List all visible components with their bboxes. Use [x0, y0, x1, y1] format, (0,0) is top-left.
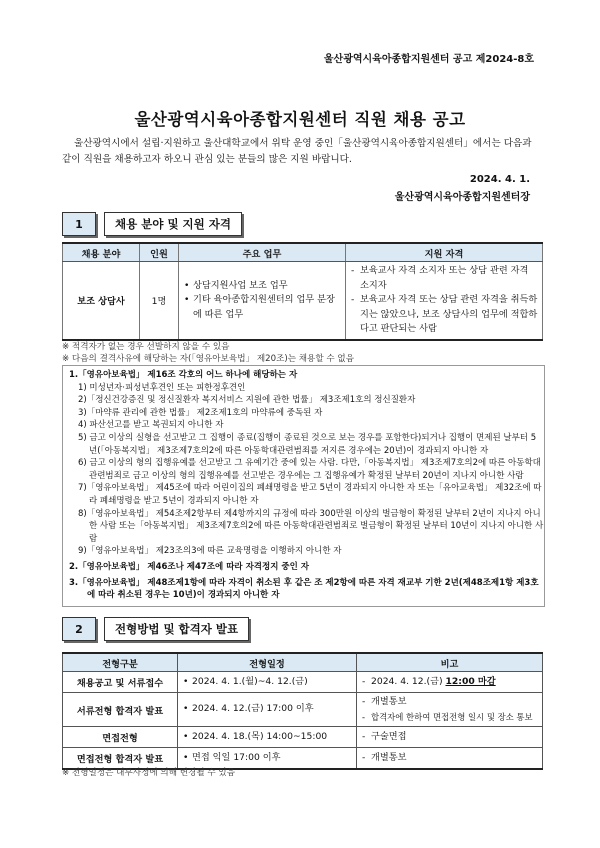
note-disqualification: ※ 다음의 결격사유에 해당하는 자(「영유아보육법」 제20조)는 채용할 수 없음 [62, 354, 355, 364]
schedule-row [63, 693, 543, 727]
section1-title: 채용 분야 및 지원 자격 [104, 212, 242, 236]
disq-subitem: 2)「정신건강증진 및 정신질환자 복지서비스 지원에 관한 법률」 제3조제1호의 정신질환자 [78, 395, 416, 406]
disq-subitem: 6) 금고 이상의 형의 집행유예를 선고받고 그 유예기간 중에 있는 사람. 다만,「아동복지법」 제3조제7호의2에 따른 아동학대관련범죄로 금고 이상의 형의 집행유예를 선고받은 경우에는 그 집행유예가 확정된 날부터 20년이 지나지 아니한 사람 [78, 458, 541, 481]
schedule-cell [178, 672, 357, 693]
remark-item: - 구술면접 [361, 730, 541, 745]
stage-cell: 채용공고 및 서류접수 [63, 672, 178, 693]
stage-cell: 면접전형 합격자 발표 [63, 748, 178, 770]
disq-subitem: 5) 금고 이상의 실형을 선고받고 그 집행이 종료(집행이 종료된 것으로 보는 경우를 포함한다)되거나 집행이 면제된 날부터 5년(「아동복지법」 제3조제7호의2에 따른 아동학대관련범죄를 저지른 경우에는 20년)이 경과되지 아니한 자 [78, 432, 537, 456]
intro-text: 울산광역시에서 설립·지원하고 울산대학교에서 위탁 운영 중인「울산광역시육아종합지원센터」에서는 다음과 같이 직원을 채용하고자 하오니 관심 있는 분들의 많은 지원 바랍니다. [62, 138, 532, 165]
qualifications-list [350, 264, 538, 337]
schedule-cell [178, 727, 357, 748]
disq-item2: 2.「영유아보육법」 제46조나 제47조에 따라 자격정지 중인 자 [69, 561, 309, 572]
qualifications-cell [346, 262, 543, 340]
disq-subitem: 4) 파산선고를 받고 복권되지 아니한 자 [78, 420, 224, 431]
schedule-text: • 면접 익일 17:00 이후 [182, 751, 355, 766]
remark-date: 2024. 4. 12.(금) [371, 675, 446, 687]
stage-cell: 서류전형 합격자 발표 [63, 693, 178, 727]
disqualification-box [62, 365, 545, 607]
remark-item [361, 675, 541, 690]
headcount-cell: 1명 [140, 262, 179, 340]
col-duties: 주요 업무 [179, 243, 346, 262]
stage-cell: 면접전형 [63, 727, 178, 748]
schedule-text: • 2024. 4. 12.(금) 17:00 이후 [182, 702, 355, 717]
disq-subitem: 1) 미성년자·피성년후견인 또는 피한정후견인 [78, 382, 246, 393]
col-schedule: 전형일정 [178, 653, 357, 672]
organization-name: 울산광역시육아종합지원센터장 [394, 192, 530, 203]
schedule-table [62, 652, 543, 770]
field-cell: 보조 상담사 [63, 262, 140, 340]
duties-list [183, 279, 341, 323]
section2-number: 2 [62, 617, 96, 641]
note-no-candidate: ※ 적격자가 없는 경우 선발하지 않을 수 있음 [62, 342, 230, 352]
disq-subitem: 3)「마약류 관리에 관한 법률」 제2조제1호의 마약류에 중독된 자 [78, 407, 323, 418]
section1-number: 1 [62, 212, 96, 236]
col-qualifications: 지원 자격 [346, 243, 543, 262]
remarks-cell [357, 672, 543, 693]
col-field: 채용 분야 [63, 243, 140, 262]
note-schedule-change: ※ 전형일정은 내부사정에 의해 변경될 수 있음 [62, 768, 236, 778]
page-title: 울산광역시육아종합지원센터 직원 채용 공고 [134, 110, 466, 129]
col-stage: 전형구분 [63, 653, 178, 672]
disq-item3: 3.「영유아보육법」 제48조제1항에 따라 자격이 취소된 후 같은 조 제2항에 따른 자격 재교부 기한 2년(제48조제1항 제3호에 따라 취소된 경우는 10년)이 경과되지 아니한 자 [69, 577, 539, 601]
intro-paragraph [62, 136, 542, 168]
remarks-cell [357, 693, 543, 727]
notice-date: 2024. 4. 1. [469, 174, 530, 185]
col-headcount: 인원 [140, 243, 179, 262]
duty-item: • 상담지원사업 보조 업무 [183, 279, 341, 294]
remark-item: - 합격자에 한하여 면접전형 일시 및 장소 통보 [361, 710, 541, 725]
col-remarks: 비고 [357, 653, 543, 672]
notice-number: 울산광역시육아종합지원센터 공고 제2024-8호 [323, 54, 534, 65]
recruitment-table [62, 242, 543, 341]
remark-item: - 개별통보 [361, 695, 541, 710]
disq-subitem: 8)「영유아보육법」 제54조제2항부터 제4항까지의 규정에 따라 300만원 이상의 벌금형이 확정된 날부터 2년이 지나지 아니한 사람 또는「아동복지법」 제3조제7호의2에 따른 아동학대관련범죄로 벌금형이 확정된 날부터 10년이 지나지 아니한 사람 [78, 508, 544, 544]
disq-subitem: 7)「영유아보육법」 제45조에 따라 어린이집의 폐쇄명령을 받고 5년이 경과되지 아니한 자 또는「유아교육법」 제32조에 따라 폐쇄명령을 받고 5년이 경과되지 아니한 자 [78, 483, 542, 506]
qualification-item: - 보육교사 자격 소지자 또는 상담 관련 자격 소지자 [350, 264, 538, 293]
section1-heading [62, 212, 242, 236]
section2-title: 전형방법 및 합격자 발표 [104, 617, 249, 641]
schedule-text: • 2024. 4. 1.(월)~4. 12.(금) [182, 675, 355, 690]
disq-item1-title: 1.「영유아보육법」 제16조 각호의 어느 하나에 해당하는 자 [69, 370, 298, 380]
schedule-text: • 2024. 4. 18.(목) 14:00~15:00 [182, 730, 355, 745]
schedule-row [63, 727, 543, 748]
schedule-row [63, 672, 543, 693]
disq-subitem: 9)「영유아보육법」 제23조의3에 따른 교육명령을 이행하지 아니한 자 [78, 546, 342, 557]
remark-deadline: 12:00 마감 [445, 675, 496, 687]
schedule-cell [178, 693, 357, 727]
duty-item: • 기타 육아종합지원센터의 업무 분장에 따른 업무 [183, 293, 341, 322]
section2-heading [62, 617, 249, 641]
remarks-cell [357, 727, 543, 748]
duties-cell [179, 262, 346, 340]
remark-item: - 개별통보 [361, 751, 541, 766]
remarks-cell [357, 748, 543, 770]
qualification-item: - 보육교사 자격 또는 상담 관련 자격을 취득하지는 않았으나, 보조 상담사의 업무에 적합하다고 판단되는 사람 [350, 293, 538, 337]
